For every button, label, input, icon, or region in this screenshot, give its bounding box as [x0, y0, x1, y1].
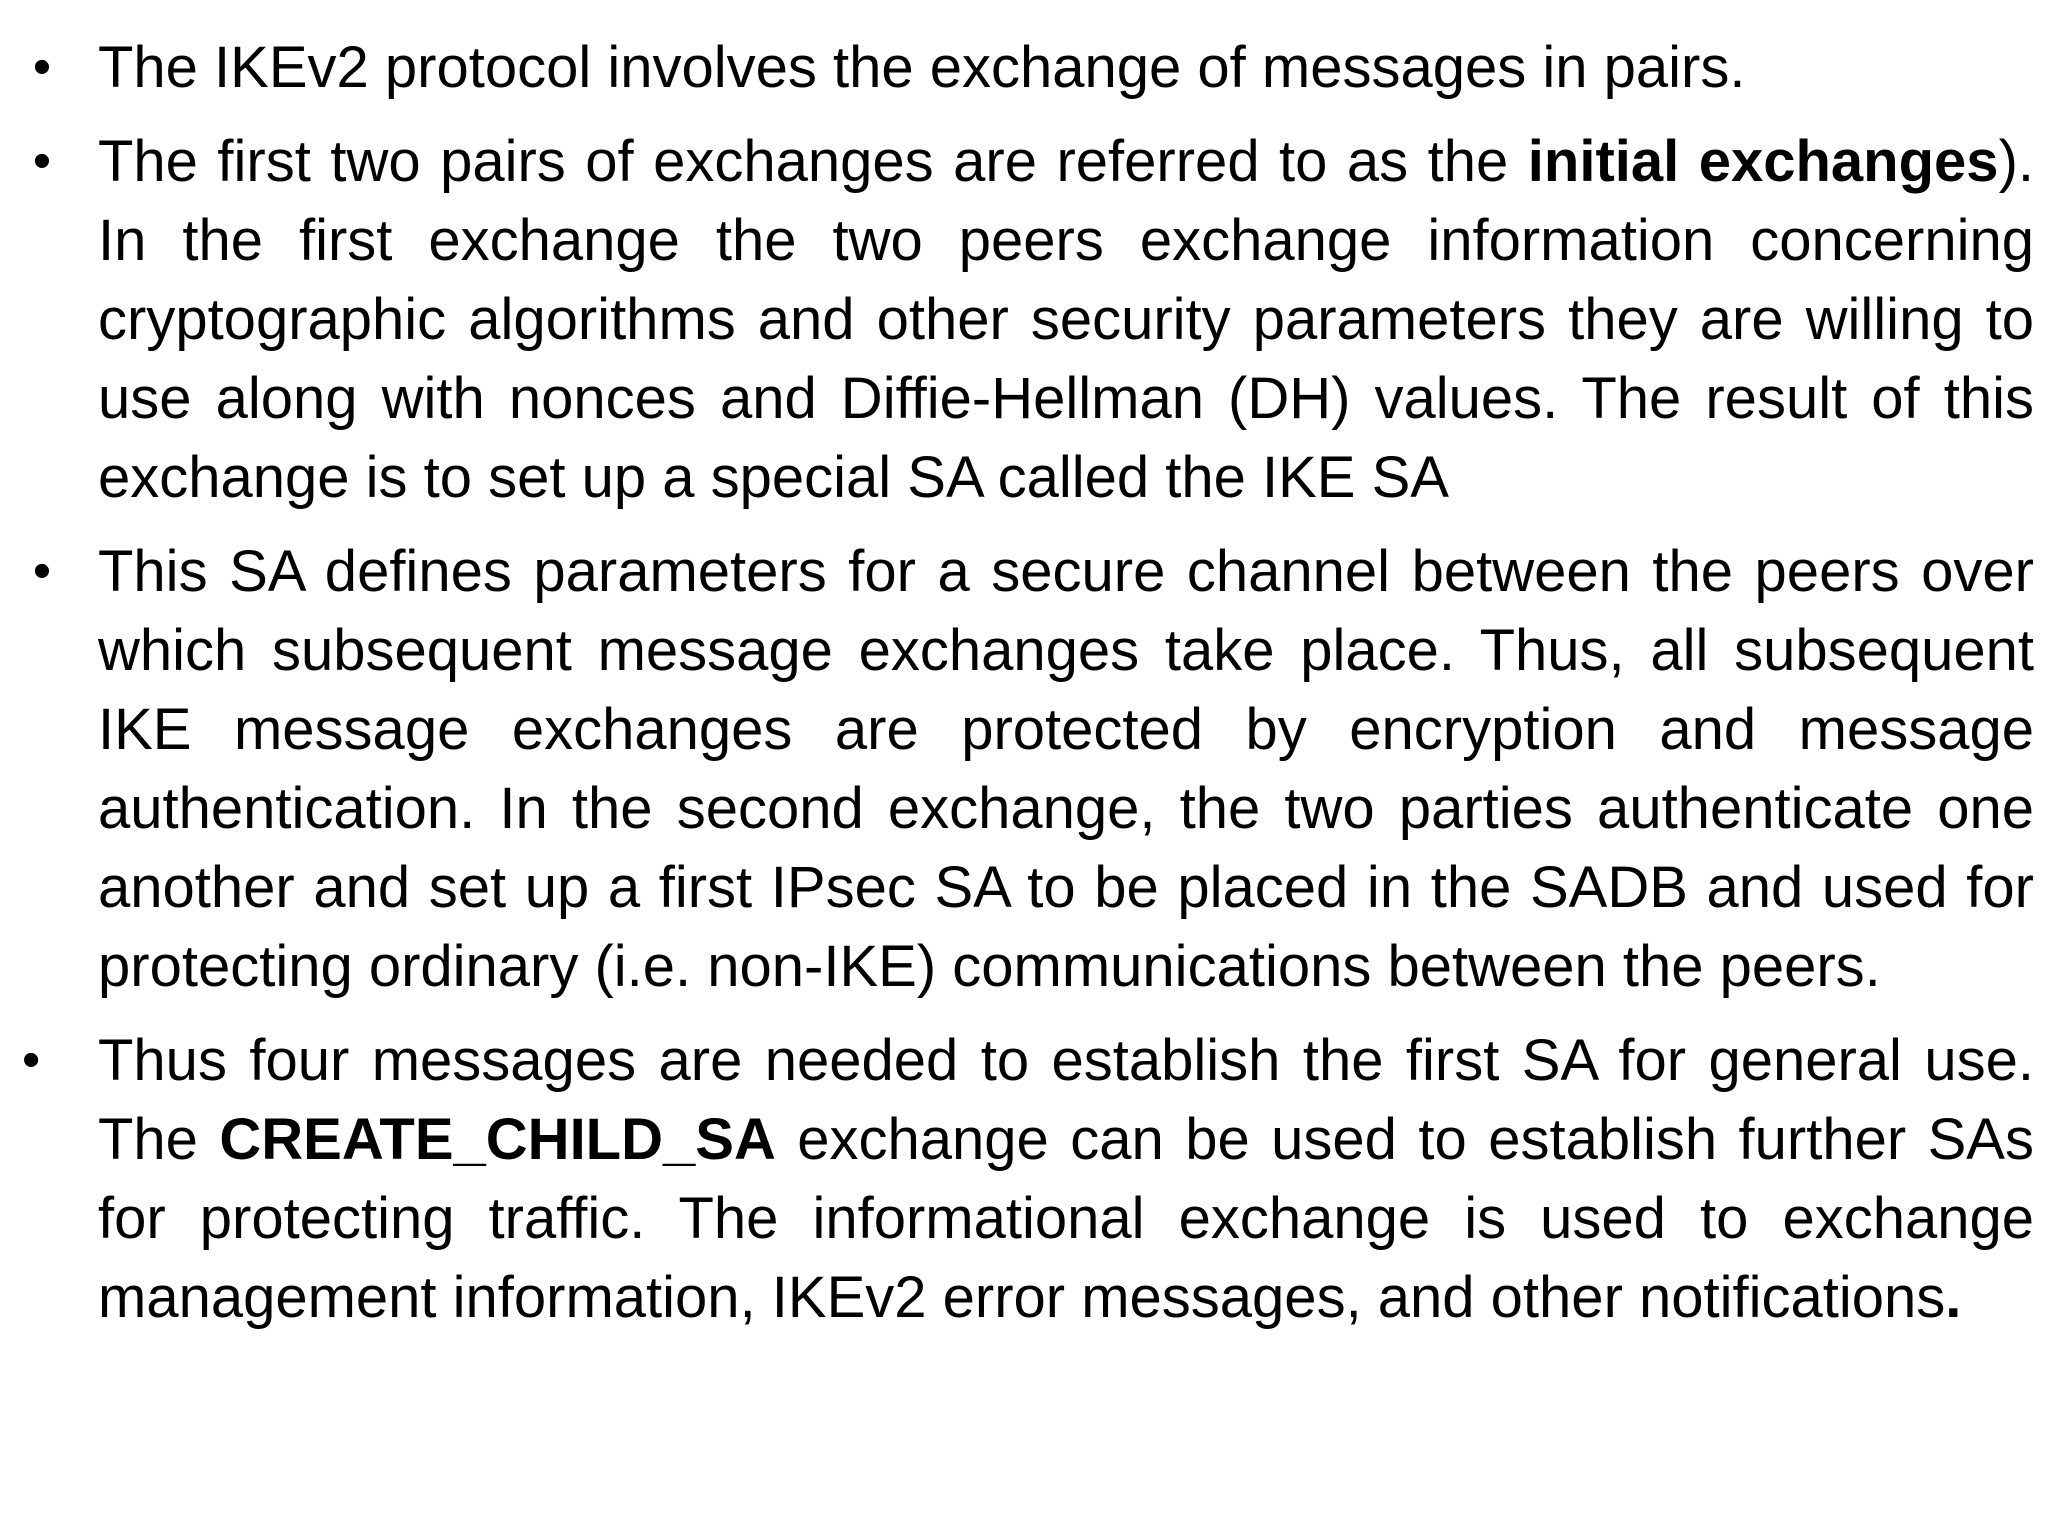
bullet-dot-icon: • [32, 542, 52, 600]
bullet-item-3 [32, 532, 2034, 1006]
bullet-item-1 [32, 28, 2034, 107]
bullet-dot-icon: • [32, 132, 52, 190]
bullet-list [22, 28, 2034, 1352]
bullet-text: Thus four messages are needed to establish the first SA for general use. The [98, 1028, 2034, 1172]
bold-term-initial-exchanges: initial exchanges [1527, 129, 1999, 194]
bullet-text: This SA defines parameters for a secure channel between the peers over which subsequent message exchanges take place. Thus, all subsequent IKE message exchanges are protected by encryption and message authentication. In the second exchange, the two parties authenticate one another and set up a first IPsec SA to be placed in the SADB and used for protecting ordinary (i.e. non-IKE) communications between the peers. [98, 539, 2034, 999]
bullet-dot-icon: • [22, 1031, 41, 1089]
bold-period: . [1945, 1265, 1962, 1330]
bullet-text: The first two pairs of exchanges are referred to as the [98, 129, 1528, 194]
bullet-text: exchange can be used to establish further SAs for protecting traffic. The informational exchange is used to exchange management information, IKEv2 error messages, and other notifications [98, 1107, 2034, 1330]
bullet-text: The IKEv2 protocol involves the exchange of messages in pairs. [98, 35, 1746, 100]
bold-term-create-child-sa: CREATE_CHILD_SA [219, 1107, 776, 1172]
bullet-item-4 [22, 1021, 2034, 1337]
bullet-item-2 [32, 122, 2034, 517]
bullet-dot-icon: • [32, 38, 52, 96]
bullet-text: ). In the first exchange the two peers exchange information concerning cryptographic algorithms and other security parameters they are willing to use along with nonces and Diffie-Hellman (DH) values. The result of this exchange is to set up a special SA called the IKE SA [98, 129, 2034, 510]
